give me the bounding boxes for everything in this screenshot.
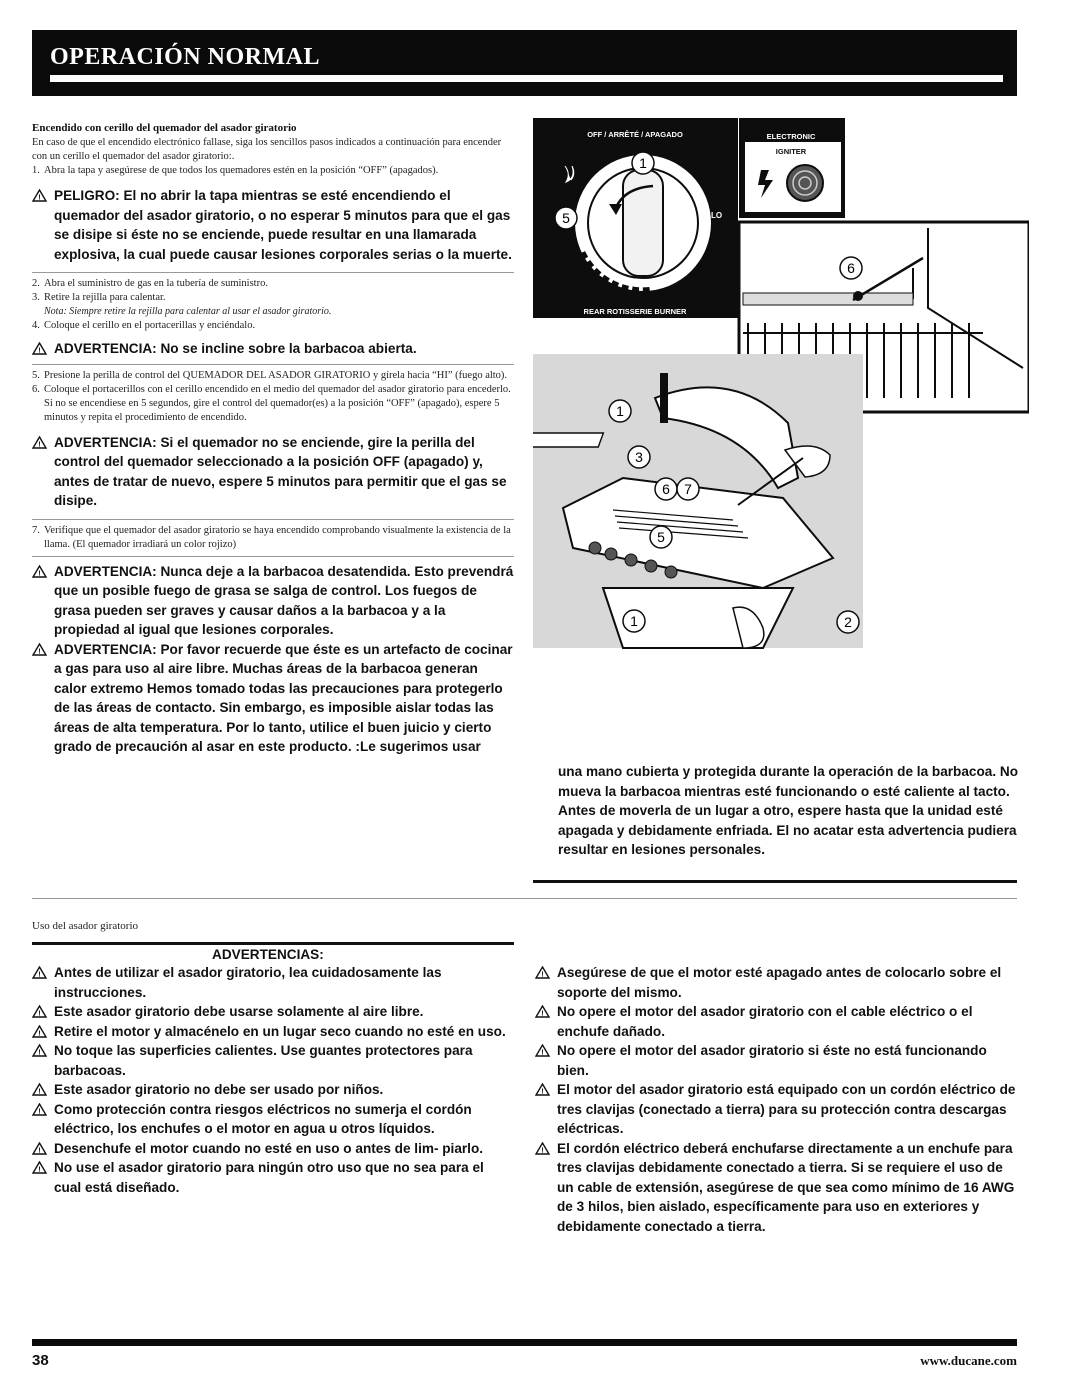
warning-item: [535, 1041, 1017, 1080]
warning-text: Este asador giratorio no debe ser usado por niños.: [54, 1082, 384, 1097]
svg-text:!: !: [541, 1147, 544, 1154]
step-text: Presione la perilla de control del QUEMADOR DEL ASADOR GIRATORIO y gírela hacia “HI” (fuego alto).: [44, 369, 508, 381]
rear-burner: [743, 293, 913, 305]
step-number: 7.: [32, 524, 40, 536]
website-link[interactable]: www.ducane.com: [920, 1353, 1017, 1368]
svg-text:!: !: [38, 1108, 41, 1115]
divider: [533, 880, 1017, 883]
warning-text: Asegúrese de que el motor esté apagado antes de colocarlo sobre el soporte del mismo.: [557, 965, 1002, 1000]
warning-text: No use el asador giratorio para ningún otro uso que no sea para el cual está diseñado.: [54, 1160, 484, 1195]
svg-text:!: !: [38, 570, 41, 577]
warning-triangle-icon: [32, 1080, 54, 1100]
page-number: 38: [32, 1352, 49, 1369]
note-text: Nota: Siempre retire la rejilla para calentar al usar el asador giratorio.: [44, 306, 332, 317]
step-6: [32, 383, 514, 425]
page-title: OPERACIÓN NORMAL: [50, 44, 320, 70]
rotisserie-illustration: [533, 118, 1029, 658]
warnings-list-right: [535, 963, 1017, 1236]
step-text: Coloque el cerillo en el portacerillas y enciéndalo.: [44, 320, 256, 331]
knob-grip: [623, 170, 663, 276]
warning-text: El cordón eléctrico deberá enchufarse directamente a un enchufe para tres clavijas debidamente conectado a tierra. Si se requiere el uso de un cable de extensión, asegúrese de que sea como mínimo de 16 AWG de 3 hilos, bien aislado, específicamente para uso en exteriores y debidamente conectado a tierra.: [557, 1140, 1015, 1234]
warning-triangle-icon: [32, 963, 54, 1002]
step-number: 1.: [32, 165, 40, 176]
intro-text: En caso de que el encendido electrónico fallase, siga los sencillos pasos indicados a continuación para encender con un cerillo el quemador del asador giratorio:.: [32, 137, 502, 162]
warning-triangle-icon: [32, 1022, 54, 1042]
warning-text: El motor del asador giratorio está equipado con un cordón eléctrico de tres clavijas (conectado a tierra) para su protección contra descargas eléctricas.: [557, 1082, 1016, 1136]
lighting-instructions: [32, 122, 514, 757]
warning-item: [32, 1100, 514, 1139]
callout-1c: 1: [630, 613, 638, 629]
divider: [32, 942, 514, 945]
warning-text: ADVERTENCIA: Por favor recuerde que éste es un artefacto de cocinar a gas para uso al aire libre. Muchas áreas de la barbacoa generan calor extremo Hemos tomado todas las precauciones para protegerlo de las áreas de contacto. Sin embargo, es imposible aislar todas las áreas de alta temperatura. Por lo tanto, utilice el buen juicio y cierto grado de precaución al asar en este producto. :Le sugerimos usar: [54, 641, 513, 754]
callout-6: 6: [847, 260, 855, 276]
warning-ignite: [32, 433, 514, 511]
step-7: [32, 524, 514, 552]
warning-triangle-icon: [535, 963, 557, 1002]
igniter-label-1: ELECTRONIC: [766, 132, 816, 141]
warning-triangle-icon: [32, 640, 54, 757]
warning-item: [32, 1158, 514, 1197]
warning-item: [32, 1002, 514, 1022]
warning-item: [32, 1139, 514, 1159]
callout-1b: 1: [616, 403, 624, 419]
warning-outdoor: [32, 640, 514, 757]
warning-triangle-icon: [32, 433, 54, 511]
svg-text:!: !: [38, 1147, 41, 1154]
footer-bar: [32, 1339, 1017, 1346]
step-number: 6.: [32, 383, 40, 395]
step-number: 5.: [32, 369, 40, 381]
warning-triangle-icon: [535, 1002, 557, 1041]
step-5: [32, 369, 514, 383]
callout-5b: 5: [657, 529, 665, 545]
warning-unattended: [32, 562, 514, 640]
warning-triangle-icon: [32, 562, 54, 640]
warning-item: [535, 1139, 1017, 1237]
svg-text:!: !: [541, 1049, 544, 1057]
svg-text:!: !: [541, 1010, 544, 1018]
warning-text: Este asador giratorio debe usarse solamente al aire libre.: [54, 1004, 424, 1019]
step-2: [32, 277, 514, 291]
warning-triangle-icon: [32, 1100, 54, 1139]
warnings-list-left: [32, 963, 514, 1197]
warning-text: Desenchufe el motor cuando no esté en uso o antes de lim- piarlo.: [54, 1140, 484, 1156]
warning-text: Como protección contra riesgos eléctricos no sumerja el cordón eléctrico, los enchufes o el motor en agua u otros líquidos.: [54, 1101, 472, 1136]
warning-triangle-icon: [32, 1158, 54, 1197]
step-text: Verifique que el quemador del asador giratorio se haya encendido comprobando visualmente la existencia de la llama. (El quemador irradiará un color rojizo): [44, 524, 511, 550]
warming-rack: [533, 433, 603, 447]
svg-text:!: !: [38, 1010, 41, 1018]
step-3: [32, 291, 514, 305]
warning-triangle-icon: [32, 1002, 54, 1022]
step-text: Abra la tapa y asegúrese de que todos los quemadores estén en la posición “OFF” (apagados).: [44, 165, 439, 176]
warning-triangle-icon: [32, 339, 54, 359]
warning-continuation: una mano cubierta y protegida durante la operación de la barbacoa. No mueva la barbacoa mientras esté funcionando o esté caliente al tacto. Antes de moverla de un lugar a otro, espere hasta que la unidad esté apagada y debidamente enfriada. El no acatar esta advertencia pudiera resultar en lesiones personales.: [558, 764, 1019, 857]
match-lighting-subhead: Encendido con cerillo del quemador del asador giratorio: [32, 122, 297, 134]
igniter-label-2: IGNITER: [775, 147, 807, 156]
warning-item: [32, 1022, 514, 1042]
warning-text: Retire el motor y almacénelo en un lugar seco cuando no esté en uso.: [54, 1023, 506, 1039]
warning-text: ADVERTENCIA: Nunca deje a la barbacoa desatendida. Esto prevendrá que un posible fuego de grasa se salga de control. Los fuegos de grasa pueden ser graves y causar daños a la barbacoa y a la propiedad al igual que lesiones corporales.: [54, 563, 514, 637]
header-stripe: [50, 75, 1003, 82]
warning-triangle-icon: [32, 1041, 54, 1080]
callout-7: 7: [684, 481, 692, 497]
step-1: [32, 164, 514, 178]
warning-item: [32, 1041, 514, 1080]
header-bar: [32, 30, 1017, 96]
svg-text:!: !: [541, 971, 544, 979]
step-number: 2.: [32, 278, 40, 289]
warning-text: ADVERTENCIA: No se incline sobre la barbacoa abierta.: [54, 341, 417, 356]
warning-lean: [32, 339, 514, 359]
warning-item: [535, 1080, 1017, 1139]
step-number: 4.: [32, 320, 40, 331]
step-text: Retire la rejilla para calentar.: [44, 292, 166, 303]
warning-triangle-icon: [535, 1139, 557, 1237]
step-text: Abra el suministro de gas en la tubería de suministro.: [44, 278, 268, 289]
knob-med-label: MED: [676, 285, 694, 294]
callout-3: 3: [635, 449, 643, 465]
svg-text:!: !: [38, 648, 41, 655]
warning-text: No toque las superficies calientes. Use guantes protectores para barbacoas.: [54, 1043, 473, 1078]
warnings-heading: ADVERTENCIAS:: [212, 947, 324, 962]
svg-text:!: !: [38, 347, 41, 355]
warning-triangle-icon: [535, 1080, 557, 1139]
warning-triangle-icon: [535, 1041, 557, 1080]
step-number: 3.: [32, 292, 40, 303]
warning-text: Antes de utilizar el asador giratorio, lea cuidadosamente las instrucciones.: [54, 965, 442, 1000]
lid-handle: [660, 373, 668, 423]
knob-lo-label: LO: [711, 211, 723, 220]
knob-hi-label: HI: [561, 189, 569, 198]
step-text: Coloque el portacerillos con el cerillo encendido en el medio del quemador del asador giratorio para encederlo. Si no se encendiese en 5 segundos, gire el control del quemador(es) a la posición “OFF” (apagado), espere 5 minutos y repita el procedimiento de encendido.: [44, 383, 511, 423]
section-title: Uso del asador giratorio: [32, 920, 138, 932]
svg-text:!: !: [38, 971, 41, 979]
warning-text: ADVERTENCIA: Si el quemador no se enciende, gire la perilla del control del quemador seleccionado a la posición OFF (apagado) y, antes de tratar de nuevo, espere 5 minutos para permitir que el gas se disipe.: [54, 434, 507, 508]
step-4: [32, 319, 514, 333]
callout-5: 5: [562, 210, 570, 226]
warning-item: [535, 963, 1017, 1002]
warning-triangle-icon: [32, 1139, 54, 1159]
svg-text:!: !: [38, 1166, 41, 1174]
warning-item: [535, 1002, 1017, 1041]
warning-text: No opere el motor del asador giratorio con el cable eléctrico o el enchufe dañado.: [557, 1004, 973, 1039]
section-divider: [32, 898, 1017, 899]
warning-triangle-icon: [32, 186, 54, 264]
svg-text:!: !: [541, 1088, 544, 1096]
svg-text:!: !: [38, 194, 41, 202]
callout-6b: 6: [662, 481, 670, 497]
danger-warning: [32, 186, 514, 264]
svg-text:!: !: [38, 441, 41, 448]
burner-label: REAR ROTISSERIE BURNER: [583, 307, 687, 316]
knob-off-label: OFF / ARRÊTÉ / APAGADO: [587, 130, 683, 139]
svg-text:!: !: [38, 1088, 41, 1096]
warning-item: [32, 1080, 514, 1100]
warning-text: No opere el motor del asador giratorio si éste no está funcionando bien.: [557, 1043, 987, 1078]
callout-2: 2: [844, 614, 852, 630]
callout-1: 1: [639, 155, 647, 171]
danger-text: PELIGRO: El no abrir la tapa mientras se esté encendiendo el quemador del asador giratorio, o no esperar 5 minutos para que el gas se disipe si éste no se enciende, puede resultar en una llamarada explosiva, la cual puede causar lesiones corporales serias o la muerte.: [54, 188, 512, 262]
svg-text:!: !: [38, 1030, 41, 1037]
warning-item: [32, 963, 514, 1002]
svg-text:!: !: [38, 1049, 41, 1057]
